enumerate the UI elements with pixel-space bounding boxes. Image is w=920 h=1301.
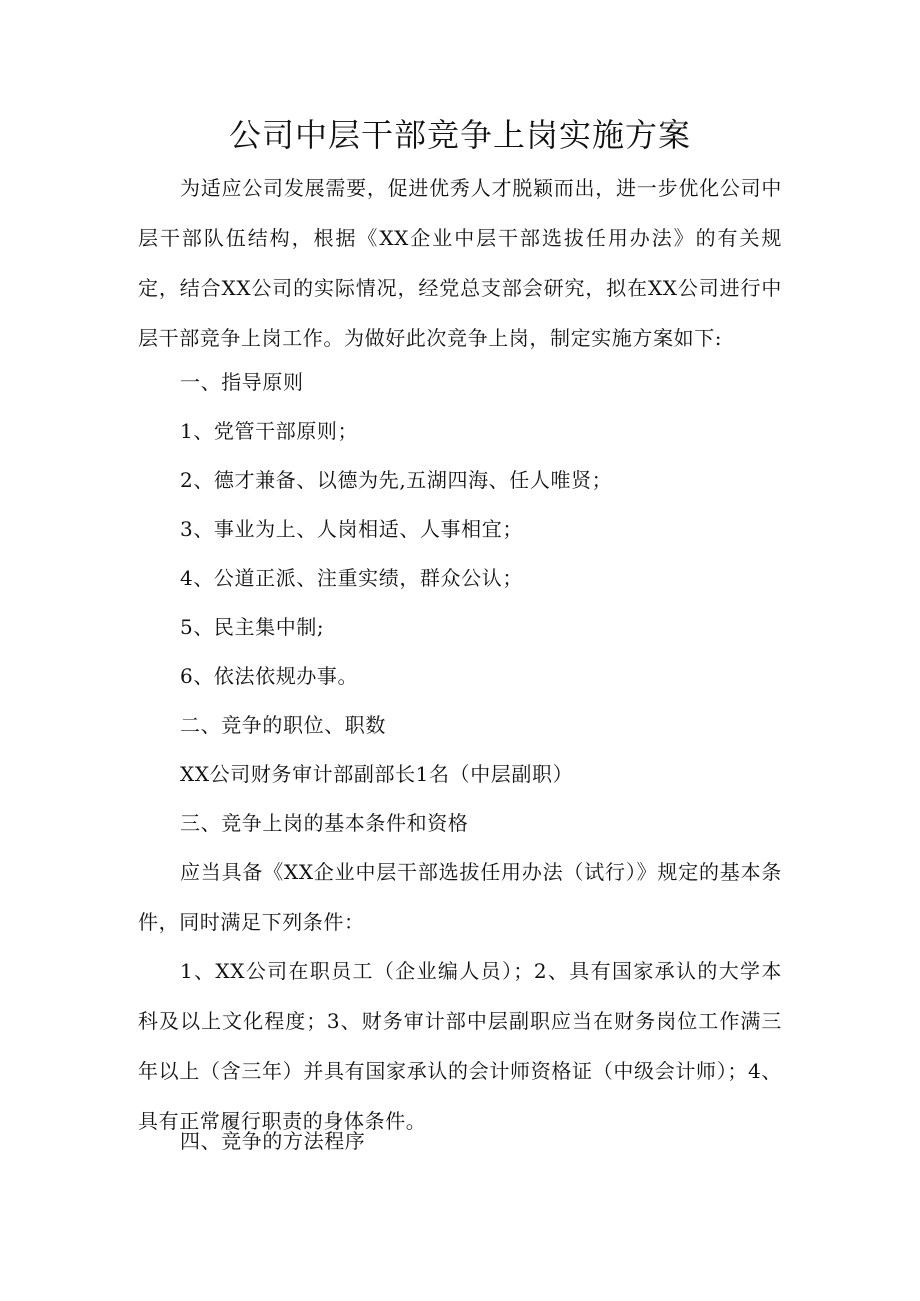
qualification-conditions-paragraph: 1、XX公司在职员工（企业编人员）；2、具有国家承认的大学本科及以上文化程度；3、财务审计部中层副职应当在财务岗位工作满三年以上（含三年）并具有国家承认的会计师资格证（中级会计师）；4、具有正常履行职责的身体条件。 [138, 959, 782, 1133]
principle-item: 4、公道正派、注重实绩，群众公认； [180, 566, 523, 590]
document-title: 公司中层干部竞争上岗实施方案 [228, 116, 691, 154]
principle-item: 3、事业为上、人岗相适、人事相宜； [180, 517, 523, 541]
section-heading-positions: 二、竞争的职位、职数 [180, 713, 386, 737]
section-heading-qualifications: 三、竞争上岗的基本条件和资格 [180, 811, 469, 835]
principle-item: 2、德才兼备、以德为先,五湖四海、任人唯贤； [180, 468, 613, 492]
section-heading-principles: 一、指导原则 [180, 370, 304, 394]
qualification-intro-paragraph: 应当具备《XX企业中层干部选拔任用办法（试行）》规定的基本条件，同时满足下列条件： [138, 860, 782, 934]
principle-item: 6、依法依规办事。 [180, 664, 359, 688]
intro-paragraph: 为适应公司发展需要，促进优秀人才脱颖而出，进一步优化公司中层干部队伍结构，根据《XX企业中层干部选拔任用办法》的有关规定，结合XX公司的实际情况，经党总支部会研究，拟在XX公司进行中层干部竞争上岗工作。为做好此次竞争上岗，制定实施方案如下: [138, 176, 782, 350]
principle-item: 5、民主集中制; [180, 615, 325, 639]
section-heading-procedure: 四、竞争的方法程序 [180, 1129, 366, 1153]
position-content: XX公司财务审计部副部长1名（中层副职） [180, 762, 574, 786]
principle-item: 1、党管干部原则； [180, 419, 359, 443]
